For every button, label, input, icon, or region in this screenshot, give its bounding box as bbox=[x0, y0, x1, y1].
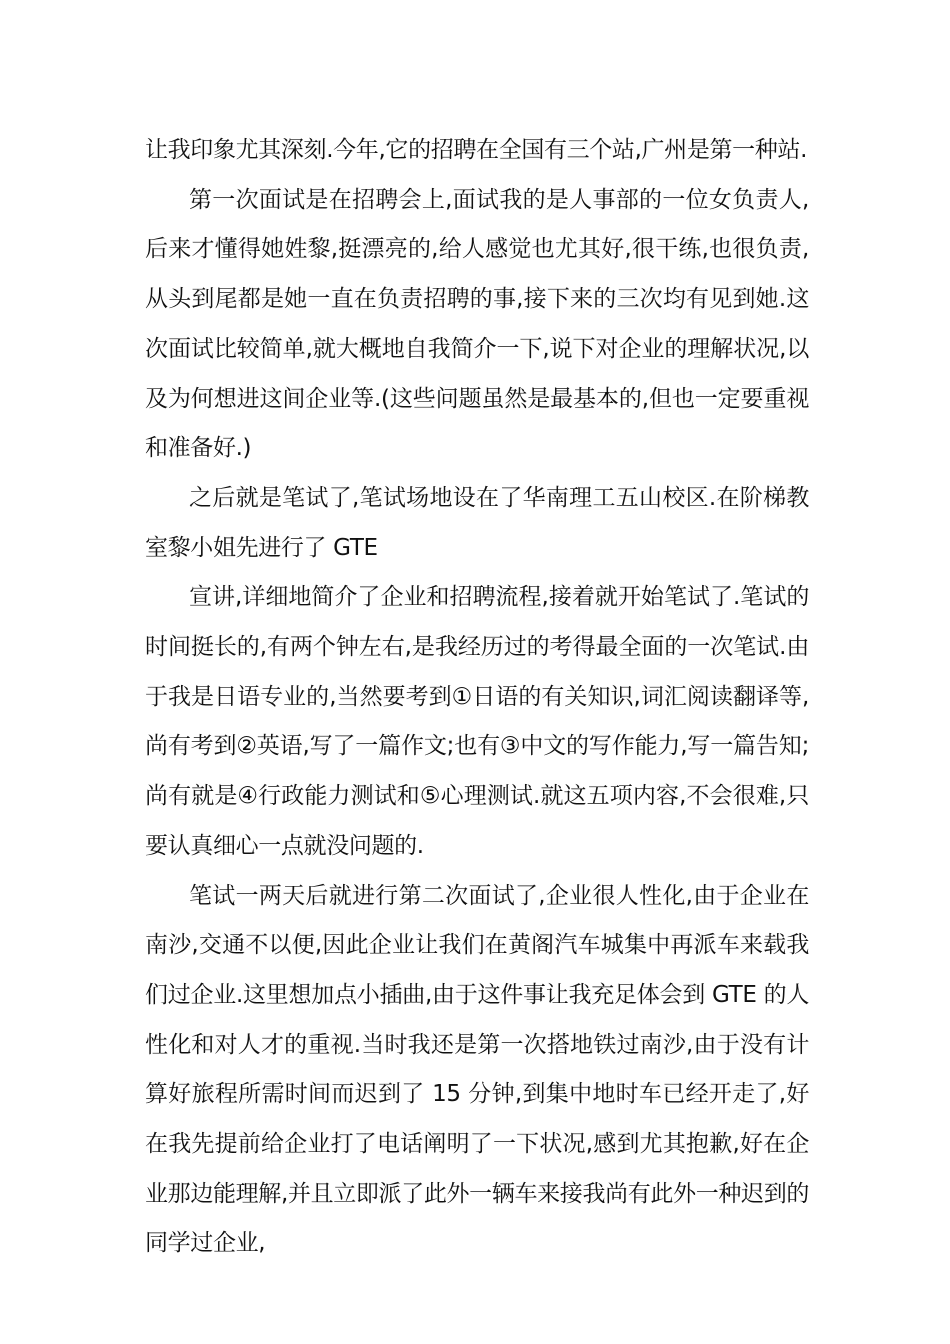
document-page bbox=[145, 126, 809, 1269]
paragraph: 第一次面试是在招聘会上,面试我的是人事部的一位女负责人,后来才懂得她姓黎,挺漂亮的,给人感觉也尤其好,很干练,也很负责,从头到尾都是她一直在负责招聘的事,接下来的三次均有见到她.这次面试比较简单,就大概地自我简介一下,说下对企业的理解状况,以及为何想进这间企业等.(这些问题虽然是最基本的,但也一定要重视和准备好.) bbox=[145, 186, 809, 462]
paragraph: 宣讲,详细地简介了企业和招聘流程,接着就开始笔试了.笔试的时间挺长的,有两个钟左右,是我经历过的考得最全面的一次笔试.由于我是日语专业的,当然要考到①日语的有关知识,词汇阅读翻译等,尚有考到②英语,写了一篇作文;也有③中文的写作能力,写一篇告知;尚有就是④行政能力测试和⑤心理测试.就这五项内容,不会很难,只要认真细心一点就没问题的. bbox=[145, 584, 809, 859]
paragraph: 之后就是笔试了,笔试场地设在了华南理工五山校区.在阶梯教室黎小姐先进行了 GTE bbox=[145, 484, 809, 561]
paragraph: 笔试一两天后就进行第二次面试了,企业很人性化,由于企业在南沙,交通不以便,因此企业让我们在黄阁汽车城集中再派车来载我们过企业.这里想加点小插曲,由于这件事让我充足体会到 GTE 的人性化和对人才的重视.当时我还是第一次搭地铁过南沙,由于没有计算好旅程所需时间而迟到了 15 分钟,到集中地时车已经开走了,好在我先提前给企业打了电话阐明了一下状况,感到尤其抱歉,好在企业那边能理解,并且立即派了此外一辆车来接我尚有此外一种迟到的同学过企业, bbox=[145, 882, 809, 1257]
paragraph: 让我印象尤其深刻.今年,它的招聘在全国有三个站,广州是第一种站. bbox=[145, 137, 808, 163]
